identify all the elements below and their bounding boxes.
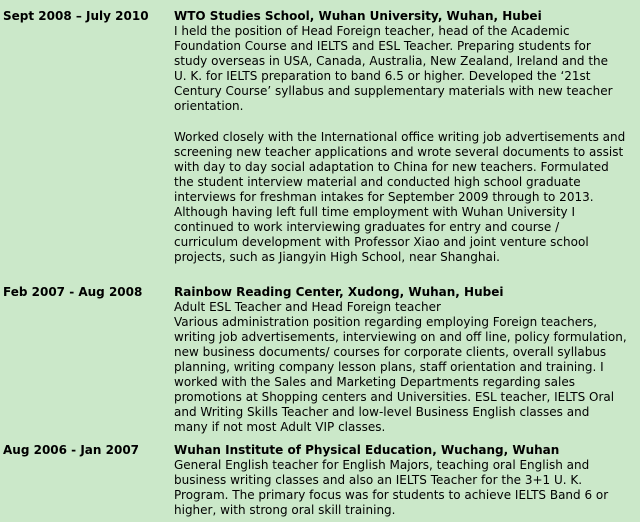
- text-line: Although having left full time employment with Wuhan University I: [174, 205, 576, 219]
- text-line: the student interview material and conducted high school graduate: [174, 175, 581, 189]
- entry-date: Feb 2007 - Aug 2008: [3, 285, 143, 299]
- text-line: Adult ESL Teacher and Head Foreign teacher: [174, 300, 441, 314]
- entry-organization: Wuhan Institute of Physical Education, Wuchang, Wuhan: [174, 443, 560, 457]
- text-line: and Writing Skills Teacher and low-level Business English classes and: [174, 405, 590, 419]
- text-line: many if not most Adult VIP classes.: [174, 420, 386, 434]
- text-line: orientation.: [174, 99, 244, 113]
- text-line: Foundation Course and IELTS and ESL Teacher. Preparing students for: [174, 39, 591, 53]
- text-line: new business documents/ courses for corporate clients, overall syllabus: [174, 345, 607, 359]
- text-line: curriculum development with Professor Xiao and joint venture school: [174, 235, 589, 249]
- entry-content: [174, 443, 636, 518]
- text-line: worked with the Sales and Marketing Departments regarding sales: [174, 375, 575, 389]
- entry-paragraph: [174, 24, 636, 114]
- text-line: with day to day social adaptation to China for new teachers. Formulated: [174, 160, 609, 174]
- text-line: Various administration position regarding employing Foreign teachers,: [174, 315, 598, 329]
- text-line: U. K. for IELTS preparation to band 6.5 or higher. Developed the ‘21st: [174, 69, 591, 83]
- text-line: Program. The primary focus was for students to achieve IELTS Band 6 or: [174, 488, 609, 502]
- entry-paragraph: [174, 458, 636, 518]
- text-line: Century Course’ syllabus and supplementary materials with new teacher: [174, 84, 613, 98]
- text-line: study overseas in USA, Canada, Australia, New Zealand, Ireland and the: [174, 54, 609, 68]
- entry-content: [174, 9, 636, 265]
- text-line: continued to work interviewing graduates for entry and course /: [174, 220, 560, 234]
- entry-organization: WTO Studies School, Wuhan University, Wuhan, Hubei: [174, 9, 542, 23]
- entry-date: Sept 2008 – July 2010: [3, 9, 149, 23]
- entry-paragraph: [174, 130, 636, 265]
- text-line: higher, with strong oral skill training.: [174, 503, 396, 517]
- text-line: I held the position of Head Foreign teacher, head of the Academic: [174, 24, 570, 38]
- text-line: projects, such as Jiangyin High School, near Shanghai.: [174, 250, 500, 264]
- text-line: promotions at Shopping centers and Universities. ESL teacher, IELTS Oral: [174, 390, 615, 404]
- text-line: screening new teacher applications and wrote several documents to assist: [174, 145, 624, 159]
- entry-organization: Rainbow Reading Center, Xudong, Wuhan, Hubei: [174, 285, 504, 299]
- text-line: interviews for freshman intakes for September 2009 through to 2013.: [174, 190, 594, 204]
- entry-content: [174, 285, 636, 435]
- entry-paragraph: [174, 300, 636, 435]
- text-line: Worked closely with the International office writing job advertisements and: [174, 130, 626, 144]
- entry-date: Aug 2006 - Jan 2007: [3, 443, 140, 457]
- text-line: writing job advertisements, interviewing on and off line, policy formulation,: [174, 330, 627, 344]
- text-line: business writing classes and also an IELTS Teacher for the 3+1 U. K.: [174, 473, 583, 487]
- text-line: General English teacher for English Majors, teaching oral English and: [174, 458, 590, 472]
- text-line: planning, writing company lesson plans, staff orientation and training. I: [174, 360, 604, 374]
